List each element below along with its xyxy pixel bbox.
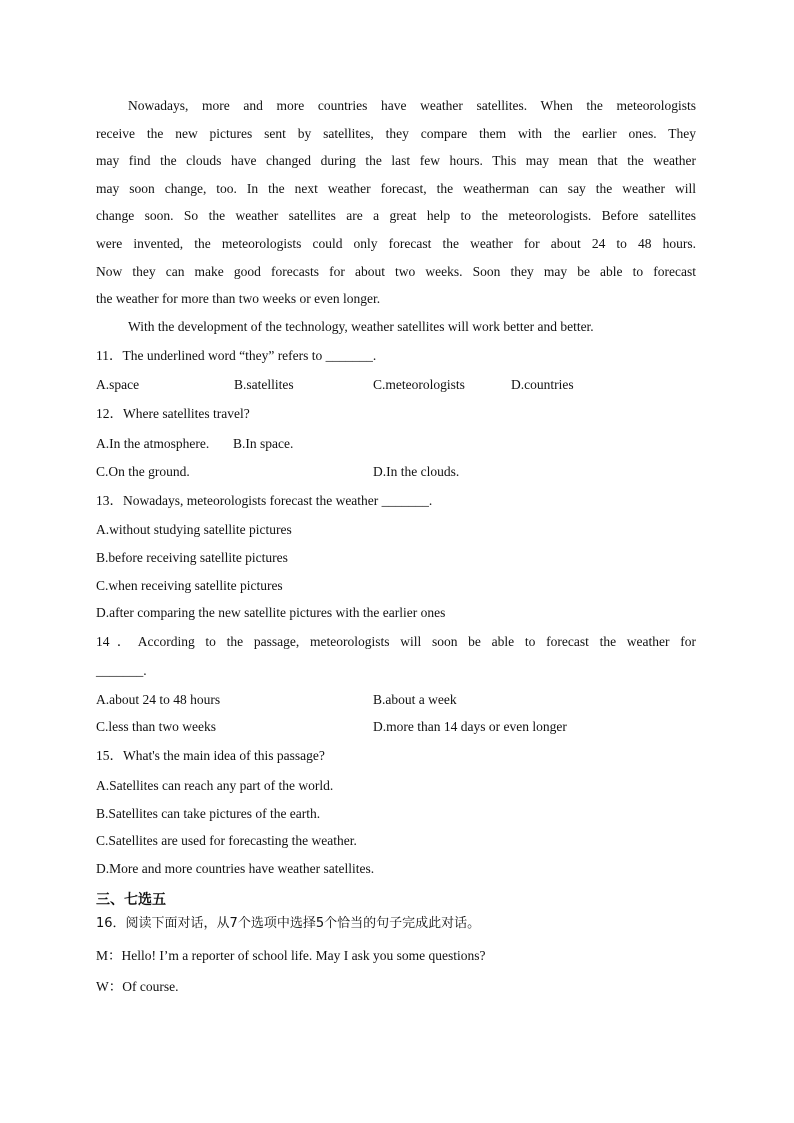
q13-option-a: A.without studying satellite pictures <box>96 522 292 537</box>
question-15-stem: 15．What's the main idea of this passage? <box>96 748 325 763</box>
q14-option-c: C.less than two weeks <box>96 719 216 734</box>
q15-option-a: A.Satellites can reach any part of the world. <box>96 778 334 793</box>
q15-option-b: B.Satellites can take pictures of the earth. <box>96 806 321 821</box>
q15-option-c: C.Satellites are used for forecasting the weather. <box>96 833 357 848</box>
dialogue-line: M：Hello! I’m a reporter of school life. May I ask you some questions? <box>96 948 486 963</box>
q12-option-b: B.In space. <box>233 436 294 451</box>
passage-line: Nowadays, more and more countries have weather satellites. When the meteorologists <box>128 98 696 113</box>
q12-option-a: A.In the atmosphere. <box>96 436 210 451</box>
q14-option-b: B.about a week <box>373 692 457 707</box>
q14-option-d: D.more than 14 days or even longer <box>373 719 567 734</box>
question-16-instruction: 16．阅读下面对话，从7个选项中选择5个恰当的句子完成此对话。 <box>96 916 481 931</box>
question-13-stem: 13．Nowadays, meteorologists forecast the weather _______. <box>96 493 433 508</box>
passage-line: change soon. So the weather satellites are a great help to the meteorologists. Before satellites <box>96 208 696 223</box>
q12-option-d: D.In the clouds. <box>373 464 460 479</box>
section-heading: 三、七选五 <box>96 892 166 908</box>
q12-option-c: C.On the ground. <box>96 464 190 479</box>
question-11-stem: 11．The underlined word “they” refers to _______. <box>96 348 377 363</box>
passage-line: may find the clouds have changed during the last few hours. This may mean that the weather <box>96 153 696 168</box>
dialogue-line: W：Of course. <box>96 979 179 994</box>
q11-option-a: A.space <box>96 377 140 392</box>
q13-option-d: D.after comparing the new satellite pictures with the earlier ones <box>96 605 446 620</box>
passage-line: may soon change, too. In the next weather forecast, the weatherman can say the weather will <box>96 181 696 196</box>
passage-line: were invented, the meteorologists could only forecast the weather for about 24 to 48 hours. <box>96 236 696 251</box>
q15-option-d: D.More and more countries have weather satellites. <box>96 861 375 876</box>
q11-option-d: D.countries <box>511 377 574 392</box>
passage-line: the weather for more than two weeks or even longer. <box>96 291 381 306</box>
q13-option-c: C.when receiving satellite pictures <box>96 578 283 593</box>
q14-option-a: A.about 24 to 48 hours <box>96 692 221 707</box>
question-14-stem: 14．According to the passage, meteorologists will soon be able to forecast the weather for <box>96 634 696 649</box>
passage-line: Now they can make good forecasts for about two weeks. Soon they may be able to forecast <box>96 264 696 279</box>
question-14-stem-continued: _______. <box>96 663 147 678</box>
passage-closing: With the development of the technology, weather satellites will work better and better. <box>128 319 594 334</box>
q13-option-b: B.before receiving satellite pictures <box>96 550 288 565</box>
q11-option-b: B.satellites <box>234 377 294 392</box>
question-12-stem: 12．Where satellites travel? <box>96 406 250 421</box>
q11-option-c: C.meteorologists <box>373 377 465 392</box>
passage-line: receive the new pictures sent by satellites, they compare them with the earlier ones. They <box>96 126 696 141</box>
